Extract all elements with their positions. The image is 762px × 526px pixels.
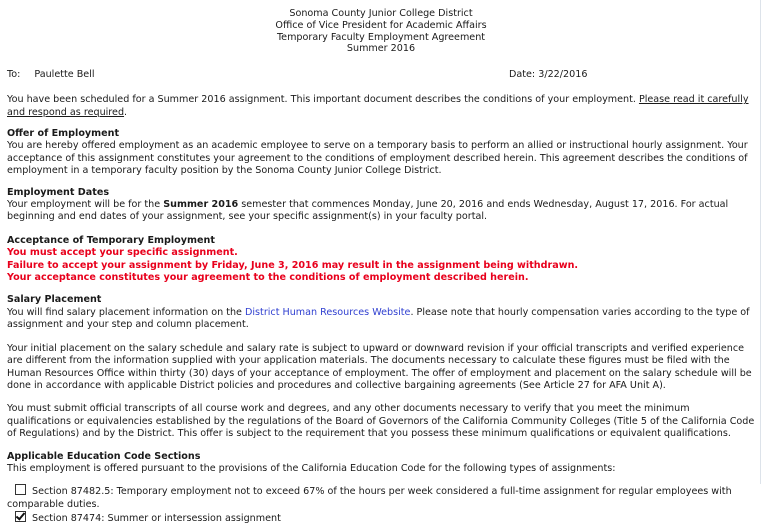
term-bold: Summer 2016 (163, 199, 239, 211)
recipient-row (7, 69, 755, 81)
acceptance-heading: Acceptance of Temporary Employment (7, 234, 215, 246)
salary-heading: Salary Placement (7, 294, 102, 306)
section-87474-checkbox[interactable] (15, 511, 26, 522)
offer-paragraph: You are hereby offered employment as an academic employee to serve on a temporary basis to perform an allied or instructional hourly assignment. Your acceptance of this assignment constitutes your agreement to the conditions of employment described herein. This agreement describes the conditions of employment in a temporary faculty position by the Sonoma County Junior College District. (7, 140, 748, 177)
offer-heading: Offer of Employment (7, 128, 120, 139)
date-value: 3/22/2016 (538, 69, 588, 81)
salary-paragraph-1: You will find salary placement information on the District Human Resources Website. Please note that hourly compensation varies according to the type of assignment and your step and column placement. (7, 306, 750, 331)
intro-paragraph: You have been scheduled for a Summer 2016 assignment. This important document describes the conditions of your employment. Please read it carefully and respond as required. (7, 94, 749, 118)
section-87474-label: Section 87474: Summer or intersession assignment (32, 513, 281, 525)
recipient-name: Paulette Bell (34, 69, 95, 81)
dates-heading: Employment Dates (7, 186, 110, 198)
acceptance-warning-3: Your acceptance constitutes your agreement to the conditions of employment described herein. (7, 272, 529, 284)
to-label: To: (7, 69, 21, 81)
read-carefully-notice: Please read it carefully and respond as required (7, 94, 749, 118)
district-name: Sonoma County Junior College District (289, 8, 473, 19)
education-code-paragraph: This employment is offered pursuant to the provisions of the California Education Code for the following types of assignments: (7, 462, 616, 474)
section-87482-checkbox[interactable] (15, 484, 26, 495)
education-code-item (7, 484, 755, 511)
document-title: Temporary Faculty Employment Agreement (276, 31, 486, 43)
section-87482-label: Section 87482.5: Temporary employment not to exceed 67% of the hours per week considered a full-time assignment for regular employees with comparable duties. (7, 486, 732, 510)
office-name: Office of Vice President for Academic Affairs (275, 19, 487, 31)
document-header (7, 0, 755, 55)
page-edge-rule (760, 0, 761, 484)
education-code-heading: Applicable Education Code Sections (7, 450, 201, 462)
date-label: Date: (509, 69, 536, 81)
salary-paragraph-2: Your initial placement on the salary schedule and salary rate is subject to upward or downward revision if your official transcripts and verified experience are different from the information supplied with your application materials. The documents necessary to calculate these figures must be filed with the Human Resources Office within thirty (30) days of your acceptance of employment. The offer of employment and placement on the salary schedule will be done in accordance with applicable District policies and procedures and collective bargaining agreements (See Article 27 for AFA Unit A). (7, 342, 752, 391)
hr-website-link[interactable]: District Human Resources Website (245, 306, 411, 318)
acceptance-warning-2: Failure to accept your assignment by Friday, June 3, 2016 may result in the assignment being withdrawn. (7, 259, 579, 271)
document-date (509, 69, 587, 81)
salary-paragraph-3: You must submit official transcripts of all course work and degrees, and any other documents necessary to verify that you meet the minimum qualifications or equivalencies established by the regulations of the Board of Governors of the California Community Colleges (Title 5 of the California Code of Regulations) and by the District. This offer is subject to the requirement that you possess these minimum qualifications or equivalent qualifications. (7, 403, 755, 440)
acceptance-warning-1: You must accept your specific assignment. (7, 247, 238, 259)
education-code-item (7, 511, 755, 525)
agreement-document (7, 0, 755, 526)
term-label: Summer 2016 (346, 43, 416, 55)
recipient (7, 69, 95, 81)
dates-paragraph: Your employment will be for the Summer 2016 semester that commences Monday, June 20, 2016 and ends Wednesday, August 17, 2016. For actual beginning and end dates of your assignment, see your specific assignment(s) in your faculty portal. (7, 199, 729, 223)
